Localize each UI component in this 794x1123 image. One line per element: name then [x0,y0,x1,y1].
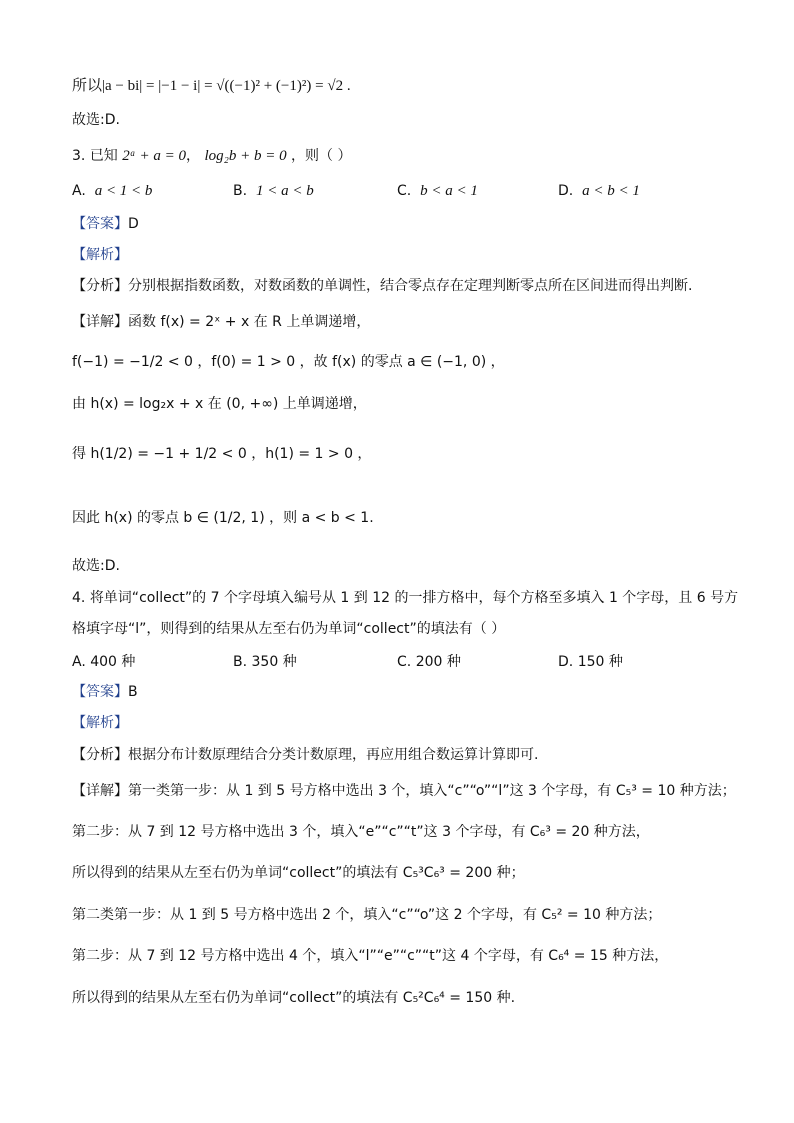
q4-stem-text1: 将单词“collect”的 7 个字母填入编号从 1 到 12 的一排方格中，每个方格至多填入 1 个字母，且 6 号方 [89,590,739,606]
q3-option-a [72,183,152,200]
q3-fenxi [72,276,692,296]
intro-conclusion-text: 所以|a − bi| = |−1 − i| = √((−1)² + (−1)²) = √2 . [72,78,351,94]
option-key: D. [558,183,574,199]
q4-step3: 所以得到的结果从左至右仍为单词“collect”的填法有 C₅³C₆³ = 200 种； [72,865,525,881]
q3-line3: 由 h(x) = log₂x + x 在 (0, +∞) 上单调递增， [72,396,367,412]
option-key: C. [397,183,412,199]
q3-xiangjie-line1 [72,312,370,332]
q4-step6: 所以得到的结果从左至右仍为单词“collect”的填法有 C₅²C₆⁴ = 150 种. [72,990,516,1006]
q3-answer-value: D [128,216,139,232]
q4-number: 4. [72,590,86,606]
q4-stem-line2: 格填字母“l”，则得到的结果从左至右仍为单词“collect”的填法有（ ） [72,621,506,637]
option-text: a < 1 < b [94,183,153,199]
q4-fenxi-label: 【分析】 [72,747,128,763]
option-key: C. [397,654,412,670]
q3-xiangjie-label: 【详解】 [72,314,128,330]
option-text: 150 种 [577,654,623,670]
q4-answer-value: B [128,684,138,700]
q3-stem-suffix: ，则（ ） [291,148,352,164]
q4-step1-text: 第一类第一步：从 1 到 5 号方格中选出 3 个，填入“c”“o”“l”这 3 个字母，有 C₅³ = 10 种方法； [128,783,736,799]
q4-answer-label: 【答案】 [72,684,128,700]
q4-stem-line1 [72,588,738,608]
q4-step2: 第二步：从 7 到 12 号方格中选出 3 个，填入“e”“c”“t”这 3 个字母，有 C₆³ = 20 种方法， [72,824,650,840]
q4-step1 [72,781,736,801]
q3-stem: 3. 已知 2ᵃ + a = 0， log₂b + b = 0 ，则（ ） [72,148,352,164]
q3-analysis-label: 【解析】 [72,247,128,263]
q4-option-c [397,651,461,671]
option-text: a < b < 1 [582,183,640,199]
intro-conclusion [72,76,351,96]
q3-eq1: 2ᵃ + a = 0 [122,148,186,164]
q3-option-c [397,183,478,200]
option-key: A. [72,654,86,670]
q4-fenxi-text: 根据分布计数原理结合分类计数原理，再应用组合数运算计算即可. [128,747,539,763]
q3-line1-text: 函数 f(x) = 2ˣ + x 在 R 上单调递增， [128,314,371,330]
q4-step4: 第二类第一步：从 1 到 5 号方格中选出 2 个，填入“c”“o”这 2 个字母，有 C₅² = 10 种方法； [72,907,662,923]
q4-answer [72,682,138,702]
option-key: D. [558,654,574,670]
q4-option-b [233,651,297,671]
q4-option-d [558,651,623,671]
q3-line5: 因此 h(x) 的零点 b ∈ (1/2, 1) ，则 a < b < 1. [72,510,374,526]
option-key: B. [233,183,248,199]
option-text: 400 种 [90,654,136,670]
q4-xiangjie-label: 【详解】 [72,783,128,799]
q3-eq2: log₂b + b = 0 [204,148,287,164]
q3-stem-prefix: 已知 [89,148,118,164]
q3-answer-label: 【答案】 [72,216,128,232]
option-key: A. [72,183,86,199]
q3-answer [72,214,139,234]
q4-analysis-label: 【解析】 [72,715,128,731]
q4-fenxi [72,745,538,765]
q3-choice: 故选:D. [72,558,120,574]
q3-line2: f(−1) = −1/2 < 0 ，f(0) = 1 > 0 ，故 f(x) 的零点 a ∈ (−1, 0) ， [72,354,505,370]
q3-fenxi-label: 【分析】 [72,278,128,294]
q4-step5: 第二步：从 7 到 12 号方格中选出 4 个，填入“l”“e”“c”“t”这 4 个字母，有 C₆⁴ = 15 种方法， [72,948,669,964]
option-key: B. [233,654,248,670]
option-text: 200 种 [415,654,461,670]
q3-fenxi-text: 分别根据指数函数，对数函数的单调性，结合零点存在定理判断零点所在区间进而得出判断. [128,278,693,294]
option-text: b < a < 1 [420,183,478,199]
q3-line4: 得 h(1/2) = −1 + 1/2 < 0 ，h(1) = 1 > 0 ， [72,446,372,462]
option-text: 1 < a < b [255,183,314,199]
option-text: 350 种 [251,654,297,670]
intro-choice: 故选:D. [72,112,120,128]
q4-option-a [72,651,135,671]
q3-option-d [558,183,640,200]
q3-option-b [233,183,314,200]
q3-number: 3. [72,148,86,164]
